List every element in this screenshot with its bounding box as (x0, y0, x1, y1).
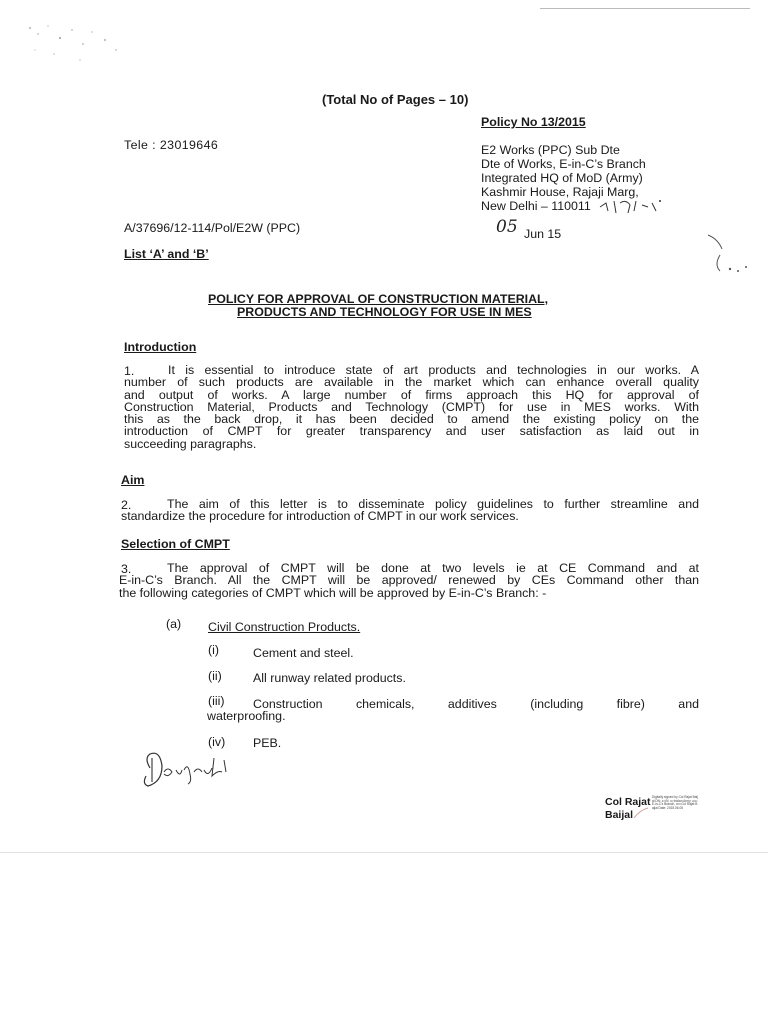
paragraph-line: succeeding paragraphs. (124, 436, 257, 451)
document-title-line-2: PRODUCTS AND TECHNOLOGY FOR USE IN MES (237, 305, 532, 319)
paragraph-line: and output of works. A large number of firms approach this HQ for approval of (124, 387, 699, 402)
policy-number: Policy No 13/2015 (481, 115, 586, 129)
paragraph-line: E-in-C’s Branch. All the CMPT will be approved/ renewed by CEs Command other than (119, 573, 699, 588)
handwritten-initials (138, 748, 248, 798)
section-heading-aim: Aim (121, 473, 145, 487)
scan-mark-right (700, 225, 760, 285)
signatory-name-line: Baijal (605, 809, 634, 821)
list-item-label: (ii) (208, 669, 222, 683)
document-title-line-1: POLICY FOR APPROVAL OF CONSTRUCTION MATERIAL, (208, 292, 549, 306)
paragraph-line: It is essential to introduce state of art products and technologies in our works. A (168, 363, 699, 377)
scan-bottom-edge (0, 852, 768, 853)
sub-item-heading: Civil Construction Products. (208, 620, 361, 634)
introduction-paragraph (124, 364, 699, 450)
address-line: E2 Works (PPC) Sub Dte (481, 143, 620, 157)
paragraph-line: The approval of CMPT will be done at two levels ie at CE Command and at (167, 561, 699, 575)
digital-signature-stamp: Digitally signed by Col Rajat Baijal DN: c=IN, o=Indian Army, ou=E-in-C's Branch, cn=Col Rajat Baijal Date: 2015.06.05 (652, 795, 698, 810)
list-item-text-multiline (207, 698, 699, 723)
paragraph-line: The aim of this letter is to disseminate policy guidelines to further streamline and (167, 497, 699, 511)
paragraph-line: this as the back drop, it has been decided to amend the existing policy on the (124, 412, 699, 427)
list-item-text: Cement and steel. (253, 646, 354, 660)
address-line: Integrated HQ of MoD (Army) (481, 171, 643, 185)
paragraph-line: Construction Material, Products and Technology (CMPT) for use in MES works. With (124, 399, 699, 414)
date-handwritten: 05 (496, 217, 518, 237)
list-item-text: All runway related products. (253, 671, 406, 685)
signatory-name-line: Col Rajat (605, 796, 651, 808)
selection-paragraph (119, 562, 699, 599)
list-item-text: PEB. (253, 736, 282, 750)
handwritten-scribble (596, 195, 666, 217)
list-item-label: (iv) (208, 735, 226, 749)
paragraph-line: standardize the procedure for introduction of CMPT in our work services. (121, 509, 519, 524)
aim-paragraph (121, 498, 699, 523)
digital-signature-check-icon (632, 806, 652, 822)
paragraph-line: number of such products are available in the market which can enhance overall quality (124, 375, 699, 390)
paragraph-line: the following categories of CMPT which will be approved by E-in-C’s Branch: - (119, 585, 547, 600)
scan-specks-top-left (20, 20, 130, 70)
address-line: Kashmir House, Rajaji Marg, (481, 185, 639, 199)
section-heading-selection: Selection of CMPT (121, 537, 230, 551)
section-heading-introduction: Introduction (124, 340, 197, 354)
paragraph-number: 3. (121, 562, 132, 576)
reference-number: A/37696/12-114/Pol/E2W (PPC) (124, 221, 301, 235)
total-pages: (Total No of Pages – 10) (322, 92, 469, 107)
paragraph-line: Construction chemicals, additives (including fibre) and (253, 697, 699, 711)
scan-top-edge (540, 8, 750, 9)
paragraph-line: waterproofing. (207, 709, 286, 724)
sub-item-label: (a) (166, 617, 182, 631)
address-line: New Delhi – 110011 (481, 199, 591, 213)
paragraph-line: introduction of CMPT for greater transparency and user satisfaction as laid out in (124, 424, 699, 439)
paragraph-number: 2. (121, 498, 132, 512)
address-line: Dte of Works, E-in-C’s Branch (481, 157, 646, 171)
list-item-label: (iii) (208, 694, 225, 708)
paragraph-number: 1. (124, 364, 135, 378)
date-printed: Jun 15 (524, 227, 562, 241)
list-item-label: (i) (208, 643, 220, 657)
telephone: Tele : 23019646 (124, 138, 219, 152)
list-reference: List ‘A’ and ‘B’ (124, 247, 209, 261)
